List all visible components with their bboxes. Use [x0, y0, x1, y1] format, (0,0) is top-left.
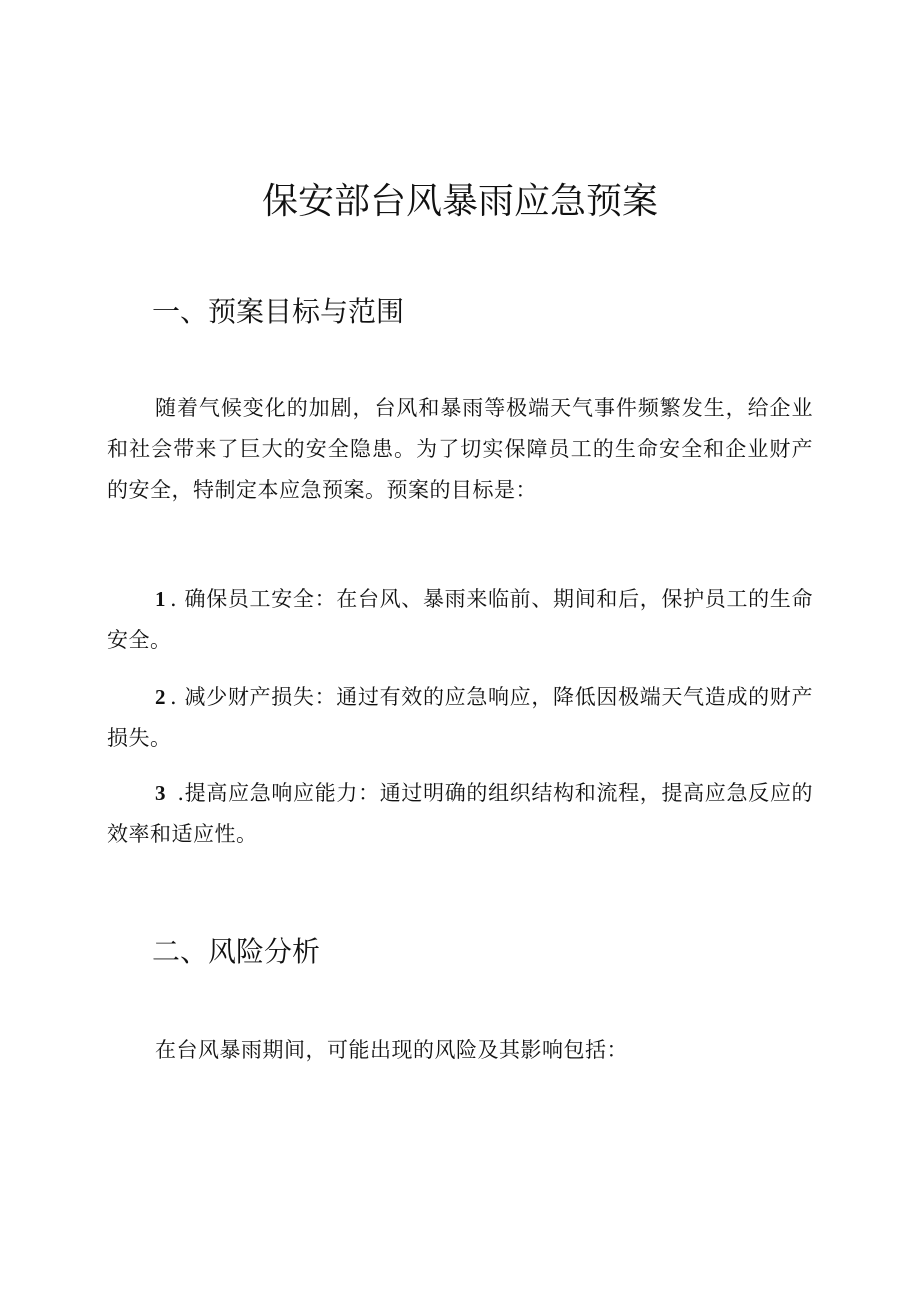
list-item-2 — [107, 677, 813, 759]
list-item-3-text: .提高应急响应能力：通过明确的组织结构和流程，提高应急反应的效率和适应性。 — [107, 781, 813, 846]
section-1-intro-paragraph: 随着气候变化的加剧，台风和暴雨等极端天气事件频繁发生，给企业和社会带来了巨大的安全隐患。为了切实保障员工的生命安全和企业财产的安全，特制定本应急预案。预案的目标是： — [107, 396, 813, 502]
list-item-3-number: 3 — [155, 781, 166, 805]
list-item-1-number: 1 — [155, 587, 166, 611]
section-2-heading: 二、风险分析 — [152, 935, 321, 968]
list-item-2-text: . 减少财产损失：通过有效的应急响应，降低因极端天气造成的财产损失。 — [107, 685, 813, 750]
list-item-2-number: 2 — [155, 685, 166, 709]
list-item-1 — [107, 579, 813, 661]
section-1-heading: 一、预案目标与范围 — [152, 295, 405, 328]
document-title: 保安部台风暴雨应急预案 — [261, 181, 658, 222]
list-item-1-text: . 确保员工安全：在台风、暴雨来临前、期间和后，保护员工的生命安全。 — [107, 587, 813, 652]
list-item-3 — [107, 773, 813, 855]
section-2-intro-paragraph: 在台风暴雨期间，可能出现的风险及其影响包括： — [155, 1038, 628, 1062]
